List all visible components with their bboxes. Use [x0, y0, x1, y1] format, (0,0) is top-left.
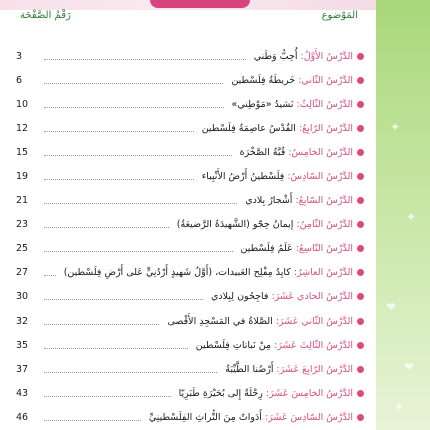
lesson-number: الدَّرْسُ التّاسِعُ: — [295, 243, 353, 255]
lesson-title — [231, 75, 353, 86]
lesson-number: الدَّرْسُ الرّابِعَ عَشَرَ: — [276, 363, 353, 375]
lesson-name: القُدْسُ عاصِمَةُ فِلَسْطين — [201, 122, 296, 134]
lesson-title — [211, 291, 353, 302]
lesson-name: الصَّلاةُ في المَسْجِدِ الأَقْصى — [167, 315, 273, 327]
bullet-icon — [357, 414, 364, 421]
page-number: 27 — [16, 267, 29, 279]
toc-row[interactable] — [16, 357, 364, 381]
bullet-icon — [357, 53, 364, 60]
toc-row[interactable] — [16, 213, 364, 237]
dot-leader — [44, 275, 56, 276]
lesson-name: إيمانُ حِجّو (الشَّهيدَةُ الرَّضيعَةُ) — [176, 219, 294, 231]
lesson-name: أَرْضُنا الطَّيِّبَةُ — [225, 363, 274, 375]
toc-row[interactable] — [16, 285, 364, 309]
bullet-icon — [357, 342, 364, 349]
dot-leader — [44, 251, 233, 252]
lesson-name: قُبَّةُ الصَّخْرَة — [239, 146, 286, 158]
dot-leader — [44, 227, 169, 228]
page-number: 21 — [16, 195, 29, 207]
page-number: 3 — [16, 50, 23, 62]
page-number-column-header: رَقْمُ الصَّفْحَة — [20, 10, 71, 21]
toc-row[interactable] — [16, 309, 364, 333]
lesson-name: كايِدُ مِفْلِح العَبيدات، (أَوَّلُ شَهيدٍ أَرْدُنِيٍّ عَلى أَرْضِ فِلَسْطين) — [63, 267, 291, 279]
lesson-title — [225, 364, 353, 375]
lesson-title — [179, 388, 353, 399]
dot-leader — [44, 396, 171, 397]
toc-row[interactable] — [16, 68, 364, 92]
lesson-title — [177, 219, 353, 230]
page-number: 37 — [16, 363, 29, 375]
dot-leader — [44, 324, 159, 325]
sparkle-icon: ✦ — [390, 120, 401, 134]
green-side-panel — [376, 0, 430, 430]
bullet-icon — [357, 269, 364, 276]
bullet-icon — [357, 245, 364, 252]
dot-leader — [44, 59, 246, 60]
dot-leader — [44, 155, 232, 156]
bullet-icon — [357, 293, 364, 300]
lesson-name: فاجِحُون لِبِلادي — [210, 291, 269, 303]
lesson-number: الدَّرْسُ الحادي عَشَرَ: — [271, 291, 353, 303]
lesson-name: خَريطَةُ فِلَسْطين — [231, 74, 296, 86]
dot-leader — [44, 420, 141, 421]
lesson-title — [149, 412, 353, 423]
toc-row[interactable] — [16, 164, 364, 188]
lesson-number: الدَّرْسُ العاشِرُ: — [293, 267, 353, 279]
lesson-number: الدَّرْسُ الرّابِعُ: — [298, 122, 353, 134]
lesson-number: الدَّرْسُ الأَوَّلُ: — [300, 50, 353, 62]
dot-leader — [44, 83, 223, 84]
dot-leader — [44, 203, 237, 204]
toc-row[interactable] — [16, 189, 364, 213]
bullet-icon — [357, 221, 364, 228]
bullet-icon — [357, 318, 364, 325]
toc-header — [20, 10, 358, 26]
lesson-title — [254, 51, 353, 62]
lesson-name: أَشْجارُ بِلادي — [245, 195, 293, 207]
lesson-name: أُحِبُّ وَطَني — [253, 50, 298, 62]
page-number: 32 — [16, 315, 29, 327]
page-number: 25 — [16, 243, 29, 255]
bullet-icon — [357, 390, 364, 397]
toc-row[interactable] — [16, 405, 364, 429]
dot-leader — [44, 179, 194, 180]
page-number: 35 — [16, 339, 29, 351]
dot-leader — [44, 299, 203, 300]
lesson-number: الدَّرْسُ الخامِسَ عَشَرَ: — [265, 387, 353, 399]
lesson-title — [232, 99, 353, 110]
lesson-number: الدَّرْسُ الثّاني عَشَرَ: — [275, 315, 353, 327]
page-number: 12 — [16, 122, 29, 134]
dot-leader — [44, 348, 188, 349]
table-of-contents — [16, 44, 364, 430]
sparkle-icon: ❤ — [386, 300, 397, 314]
lesson-name: نَشيدُ «مَوْطِني» — [231, 98, 294, 110]
dot-leader — [44, 131, 194, 132]
page-number: 23 — [16, 219, 29, 231]
lesson-title — [202, 171, 353, 182]
topic-column-header: المَوْضوع — [321, 10, 358, 21]
toc-row[interactable] — [16, 44, 364, 68]
bullet-icon — [357, 173, 364, 180]
lesson-title — [241, 243, 354, 254]
lesson-number: الدَّرْسُ الخامِسُ: — [288, 146, 353, 158]
lesson-name: أَدَواتٌ مِنَ التُّراثِ الفِلَسْطينِيِّ — [148, 411, 262, 423]
lesson-title — [167, 316, 353, 327]
toc-row[interactable] — [16, 381, 364, 405]
lesson-title — [245, 195, 353, 206]
lesson-number: الدَّرْسُ السّادِسَ عَشَرَ: — [264, 411, 353, 423]
bullet-icon — [357, 366, 364, 373]
lesson-name: مِنْ نَباتاتِ فِلَسْطين — [195, 339, 272, 351]
dot-leader — [44, 107, 224, 108]
lesson-number: الدَّرْسُ الثّاني: — [298, 74, 353, 86]
lesson-title — [196, 340, 353, 351]
bullet-icon — [357, 101, 364, 108]
toc-row[interactable] — [16, 92, 364, 116]
lesson-number: الدَّرْسُ السّادِسُ: — [287, 171, 353, 183]
page-number: 10 — [16, 98, 29, 110]
page-number: 46 — [16, 411, 29, 423]
lesson-number: الدَّرْسُ الثّالِثَ عَشَرَ: — [274, 339, 353, 351]
page-number: 15 — [16, 146, 29, 158]
lesson-number: الدَّرْسُ السّابِعُ: — [295, 195, 353, 207]
sparkle-icon: ✦ — [406, 210, 417, 224]
lesson-name: عَلَمُ فِلَسْطين — [240, 243, 293, 255]
lesson-number: الدَّرْسُ الثّالِثُ: — [296, 98, 353, 110]
sparkle-icon: ❤ — [404, 360, 415, 374]
toc-row[interactable] — [16, 261, 364, 285]
toc-row[interactable] — [16, 333, 364, 357]
lesson-name: فِلَسْطينُ أَرْضُ الأَنْبِياء — [201, 171, 285, 183]
lesson-number: الدَّرْسُ الثّامِنُ: — [296, 219, 353, 231]
page-number: 43 — [16, 387, 29, 399]
toc-row[interactable] — [16, 116, 364, 140]
toc-row[interactable] — [16, 237, 364, 261]
page-number: 6 — [16, 74, 23, 86]
lesson-title — [240, 147, 353, 158]
sparkle-icon: ✦ — [394, 400, 405, 414]
dot-leader — [44, 372, 217, 373]
bullet-icon — [357, 77, 364, 84]
bullet-icon — [357, 197, 364, 204]
lesson-name: رِحْلَةٌ إِلى بُحَيْرَةِ طَبَرِيّا — [178, 387, 263, 399]
page-number: 30 — [16, 291, 29, 303]
bullet-icon — [357, 125, 364, 132]
toc-row[interactable] — [16, 140, 364, 164]
lesson-title — [202, 123, 353, 134]
bullet-icon — [357, 149, 364, 156]
page-number: 19 — [16, 171, 29, 183]
title-tab — [150, 0, 250, 8]
lesson-title — [64, 267, 353, 278]
